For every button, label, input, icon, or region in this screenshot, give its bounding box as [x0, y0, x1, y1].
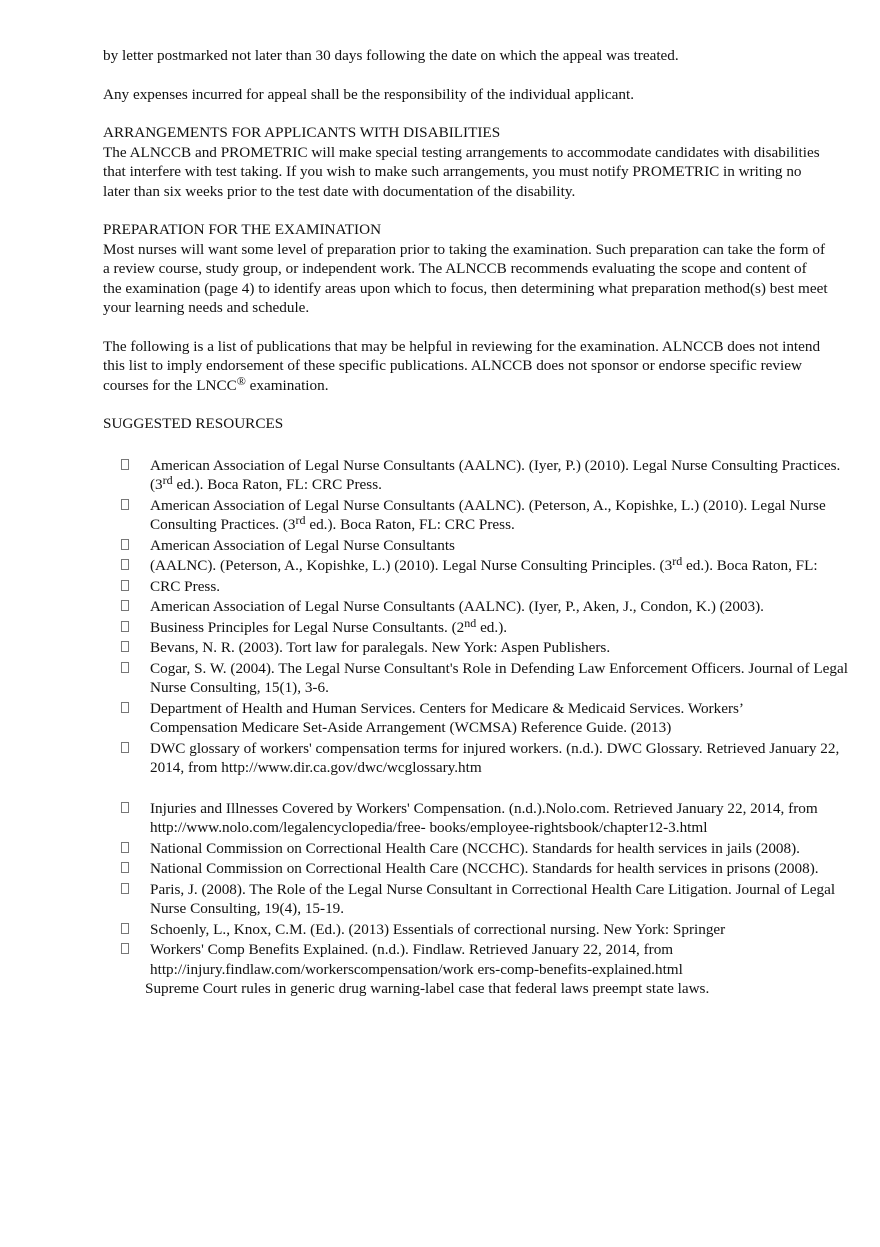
list-item: [103, 577, 853, 597]
bullet-box-icon: [121, 883, 129, 894]
reference-text-end: ed.).: [476, 618, 508, 636]
bullet-box-icon: [121, 923, 129, 934]
intro-line-1: by letter postmarked not later than 30 days following the date on which the appeal was treated.: [103, 47, 679, 64]
bullet-box-icon: [121, 943, 129, 954]
list-item: [103, 940, 785, 979]
publications-intro-text: The following is a list of publications that may be helpful in reviewing for the examination. ALNCCB does not intend this list to imply endorsement of these specific publications. ALNCCB does not sponsor or endorse specific review courses for the LNCC: [103, 337, 821, 394]
preparation-body: Most nurses will want some level of preparation prior to taking the examination. Such preparation can take the form of a review course, study group, or independent work. The ALNCCB recommends evaluating the scope and content of the examination (page 4) to identify areas upon which to focus, then determining what preparation method(s) best meet your learning needs and schedule.: [103, 240, 828, 316]
list-item: [103, 597, 853, 617]
reference-text: Business Principles for Legal Nurse Consultants. (2: [150, 618, 465, 636]
intro-line-2: Any expenses incurred for appeal shall be the responsibility of the individual applicant.: [103, 85, 634, 103]
bullet-box-icon: [121, 580, 129, 591]
resources-list: [103, 456, 853, 980]
reference-text-end: ed.). Boca Raton, FL: CRC Press.: [172, 476, 382, 493]
reference-text: Paris, J. (2008). The Role of the Legal Nurse Consultant in Correctional Health Care Litigation. Journal of Legal Nurse Consulting, 19(4), 15-19.: [150, 880, 836, 917]
bullet-box-icon: [121, 459, 129, 470]
reference-text: American Association of Legal Nurse Consultants (AALNC). (Iyer, P.) (2010). Legal Nurse Consulting Practices. (3: [150, 456, 841, 493]
bullet-box-icon: [121, 600, 129, 611]
resources-heading: SUGGESTED RESOURCES: [103, 415, 284, 432]
reference-text: National Commission on Correctional Health Care (NCCHC). Standards for health services in prisons (2008).: [150, 860, 819, 877]
reference-text: American Association of Legal Nurse Consultants (AALNC). (Iyer, P., Aken, J., Condon, K.) (2003).: [150, 598, 764, 615]
reference-text: Cogar, S. W. (2004). The Legal Nurse Consultant's Role in Defending Law Enforcement Officers. Journal of Legal Nurse Consulting, 15(1), 3-6.: [150, 659, 848, 696]
list-item: [103, 920, 853, 940]
ordinal-suffix: rd: [162, 473, 173, 487]
ordinal-suffix: nd: [464, 615, 477, 630]
bullet-box-icon: [121, 862, 129, 873]
reference-text: Department of Health and Human Services. Centers for Medicare & Medicaid Services. Workers’ Compensation Medicare Set-Aside Arrangement (WCMSA) Reference Guide. (2013): [150, 699, 743, 736]
reference-text: American Association of Legal Nurse Consultants (AALNC). (Peterson, A., Kopishke, L.) (2010). Legal Nurse Consulting Practices. (3: [150, 496, 826, 533]
reference-text-end: ed.). Boca Raton, FL: CRC Press.: [305, 516, 515, 533]
disabilities-heading: ARRANGEMENTS FOR APPLICANTS WITH DISABILITIES: [103, 124, 501, 141]
list-item: [103, 799, 865, 838]
list-spacer: [103, 779, 853, 798]
reference-text: Schoenly, L., Knox, C.M. (Ed.). (2013) Essentials of correctional nursing. New York: Springer: [150, 920, 726, 938]
bullet-box-icon: [121, 621, 129, 632]
reference-text: Bevans, N. R. (2003). Tort law for paralegals. New York: Aspen Publishers.: [150, 639, 611, 656]
list-item: [103, 615, 853, 638]
list-item: [103, 638, 853, 658]
reference-text: Injuries and Illnesses Covered by Workers' Compensation. (n.d.).Nolo.com. Retrieved January 22, 2014, from http://www.nolo.com/legalencyclopedia/free- books/employee-rightsbook/chapter12-3.html: [150, 799, 818, 836]
list-item: [103, 859, 853, 879]
bullet-box-icon: [121, 559, 129, 570]
reference-text: (AALNC). (Peterson, A., Kopishke, L.) (2010). Legal Nurse Consulting Principles. (3: [150, 557, 673, 574]
reference-text: DWC glossary of workers' compensation terms for injured workers. (n.d.). DWC Glossary. Retrieved January 22, 2014, from http://www.dir.ca.gov/dwc/wcglossary.htm: [150, 739, 840, 776]
disabilities-body: The ALNCCB and PROMETRIC will make special testing arrangements to accommodate candidates with disabilities that interfere with test taking. If you wish to make such arrangements, you must notify PROMETRIC in writing no later than six weeks prior to the test date with documentation of the disability.: [103, 143, 820, 200]
list-item: [103, 556, 880, 576]
publications-intro: [103, 337, 823, 396]
publications-intro-end: examination.: [245, 376, 329, 394]
bullet-box-icon: [121, 499, 129, 510]
reference-text: CRC Press.: [150, 577, 221, 595]
bullet-box-icon: [121, 641, 129, 652]
bullet-box-icon: [121, 539, 129, 550]
reference-text-end: ed.). Boca Raton, FL:: [682, 557, 818, 574]
reference-text: National Commission on Correctional Health Care (NCCHC). Standards for health services in jails (2008).: [150, 839, 800, 857]
supreme-court-note: Supreme Court rules in generic drug warning-label case that federal laws preempt state laws.: [145, 980, 710, 997]
list-item: [103, 496, 853, 535]
list-item: [103, 456, 853, 495]
reference-text: American Association of Legal Nurse Consultants: [150, 536, 455, 554]
bullet-box-icon: [121, 842, 129, 853]
bullet-box-icon: [121, 802, 129, 813]
list-item: [103, 699, 785, 738]
list-item: [103, 839, 853, 859]
reference-text: Workers' Comp Benefits Explained. (n.d.). Findlaw. Retrieved January 22, 2014, from http://injury.findlaw.com/workerscompensation/work ers-comp-benefits-explained.html: [150, 941, 683, 978]
ordinal-suffix: rd: [295, 513, 306, 527]
registered-mark: ®: [236, 373, 246, 388]
document-page: [103, 46, 853, 999]
bullet-box-icon: [121, 662, 129, 673]
bullet-box-icon: [121, 702, 129, 713]
bullet-box-icon: [121, 742, 129, 753]
list-item: [103, 659, 853, 698]
list-item: [103, 739, 845, 778]
list-item: [103, 880, 853, 919]
ordinal-suffix: rd: [672, 554, 683, 568]
list-item: [103, 536, 853, 556]
preparation-heading: PREPARATION FOR THE EXAMINATION: [103, 221, 382, 238]
